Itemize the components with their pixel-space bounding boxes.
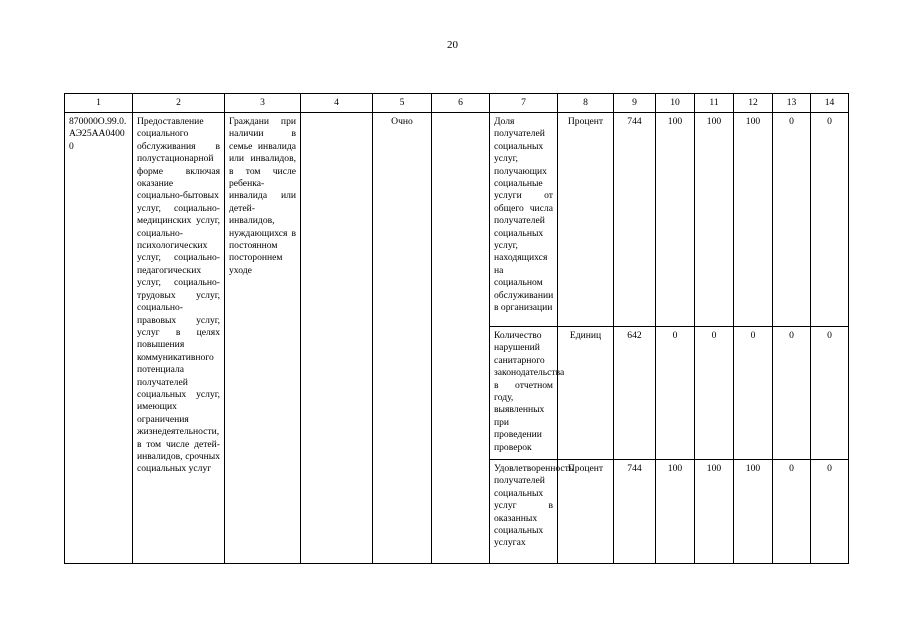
header-cell-2: 2 xyxy=(133,94,225,113)
header-cell-7: 7 xyxy=(490,94,558,113)
service-table xyxy=(64,93,849,564)
indicator-value-13: 0 xyxy=(773,113,811,327)
header-cell-14: 14 xyxy=(811,94,849,113)
indicator-value-14: 0 xyxy=(811,113,849,327)
header-cell-4: 4 xyxy=(301,94,373,113)
service-col-4 xyxy=(301,113,373,564)
table-row xyxy=(65,113,849,327)
header-cell-6: 6 xyxy=(432,94,490,113)
indicator-value-14: 0 xyxy=(811,327,849,460)
indicator-name: Удовлетворенность получателей социальных услуг в оказанных социальных услугах xyxy=(490,460,558,564)
indicator-value-11: 100 xyxy=(695,460,734,564)
indicator-name: Доля получателей социальных услуг, получающих социальные услуги от общего числа получателей социальных услуг, находящихся на социальном обслуживании в организации xyxy=(490,113,558,327)
indicator-value-11: 0 xyxy=(695,327,734,460)
indicator-value-14: 0 xyxy=(811,460,849,564)
indicator-value-11: 100 xyxy=(695,113,734,327)
indicator-unit: Процент xyxy=(558,113,614,327)
page-number: 20 xyxy=(447,39,458,51)
header-cell-9: 9 xyxy=(614,94,656,113)
indicator-unit: Процент xyxy=(558,460,614,564)
service-recipients: Граждани при наличии в семье инвалида или инвалидов, в том числе ребенка-инвалида или детей-инвалидов, нуждающихся в постоянном постороннем уходе xyxy=(225,113,301,564)
header-cell-10: 10 xyxy=(656,94,695,113)
indicator-unit-code: 642 xyxy=(614,327,656,460)
indicator-value-12: 100 xyxy=(734,113,773,327)
indicator-unit: Единиц xyxy=(558,327,614,460)
indicator-unit-code: 744 xyxy=(614,113,656,327)
indicator-name: Количество нарушений санитарного законодательства в отчетном году, выявленных при проведении проверок xyxy=(490,327,558,460)
header-row xyxy=(65,94,849,113)
header-cell-3: 3 xyxy=(225,94,301,113)
indicator-value-12: 0 xyxy=(734,327,773,460)
service-col-6 xyxy=(432,113,490,564)
indicator-value-13: 0 xyxy=(773,327,811,460)
header-cell-13: 13 xyxy=(773,94,811,113)
header-cell-8: 8 xyxy=(558,94,614,113)
service-code: 870000О.99.0.АЭ25АА04000 xyxy=(65,113,133,564)
service-name: Предоставление социального обслуживания в полустационарной форме включая оказание социально-бытовых услуг, социально-медицинских услуг, социально-психологических услуг, социально-педагогических услуг, социально-трудовых услуг, социально-правовых услуг, услуг в целях повышения коммуникативного потенциала получателей социальных услуг, имеющих ограничения жизнедеятельности, в том числе детей-инвалидов, срочных социальных услуг xyxy=(133,113,225,564)
header-cell-11: 11 xyxy=(695,94,734,113)
indicator-value-12: 100 xyxy=(734,460,773,564)
header-cell-12: 12 xyxy=(734,94,773,113)
header-cell-1: 1 xyxy=(65,94,133,113)
indicator-value-10: 0 xyxy=(656,327,695,460)
indicator-unit-code: 744 xyxy=(614,460,656,564)
indicator-value-13: 0 xyxy=(773,460,811,564)
indicator-value-10: 100 xyxy=(656,113,695,327)
header-cell-5: 5 xyxy=(373,94,432,113)
service-form: Очно xyxy=(373,113,432,564)
indicator-value-10: 100 xyxy=(656,460,695,564)
